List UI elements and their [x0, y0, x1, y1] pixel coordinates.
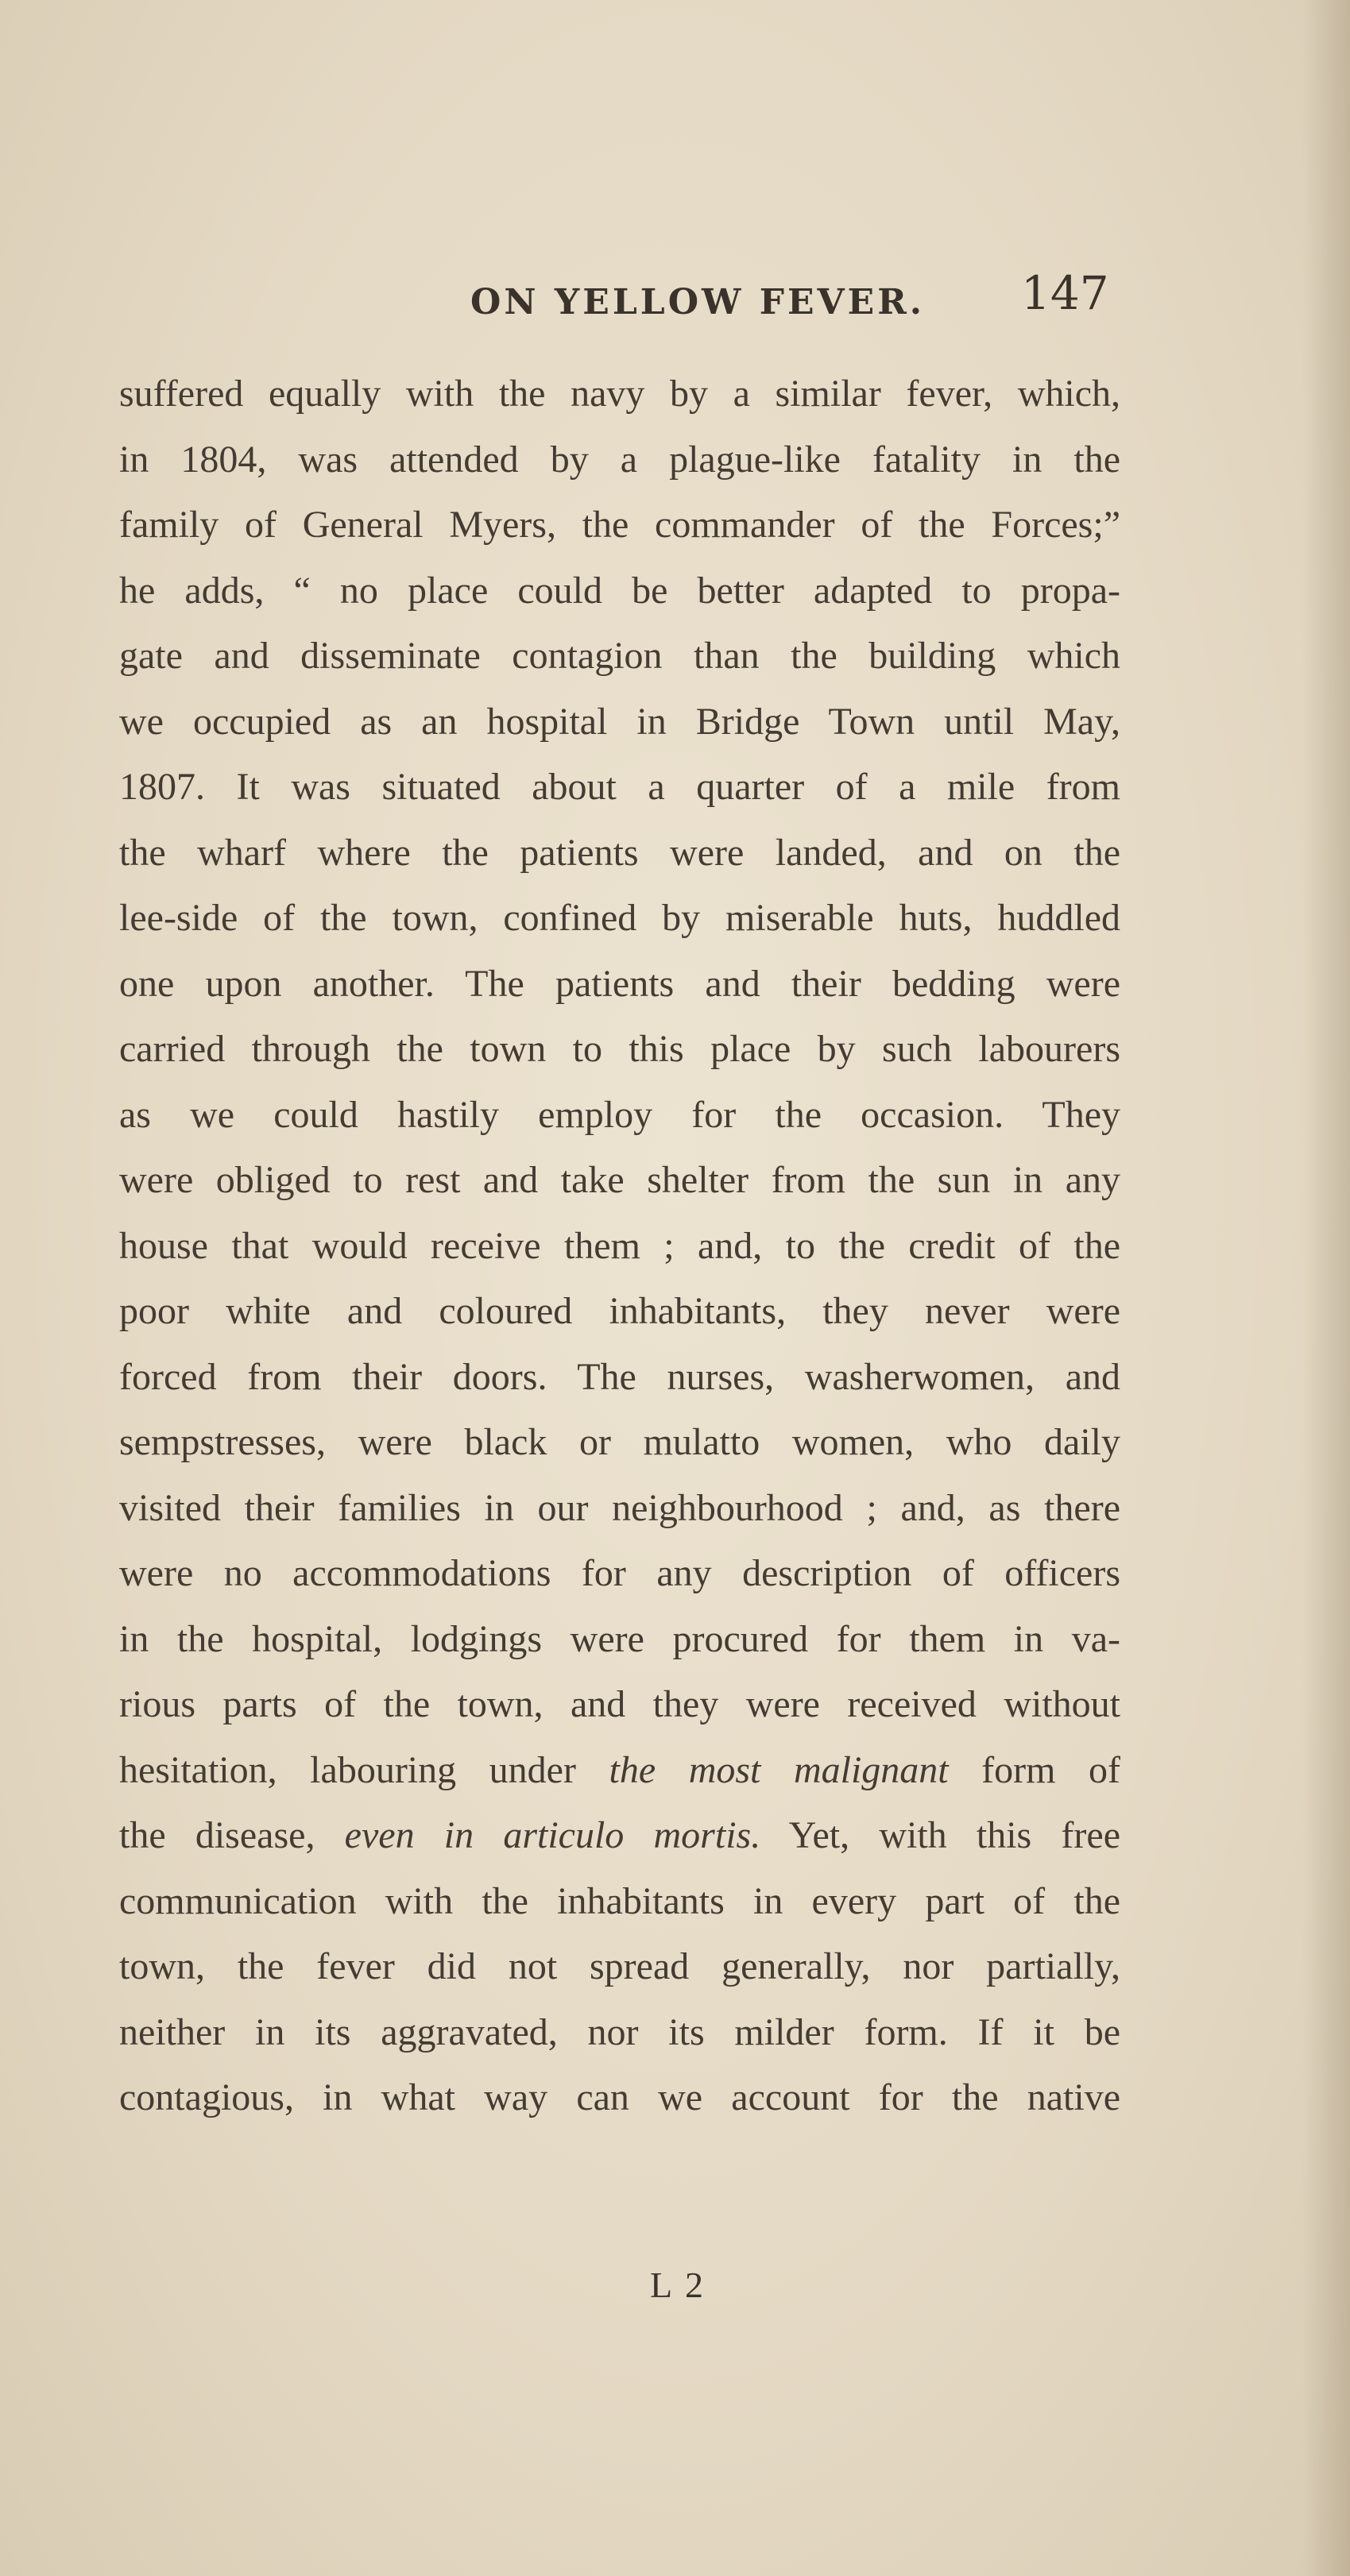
text-line [119, 1476, 1120, 1542]
text-line [119, 1083, 1120, 1149]
italic-text: even in articulo mortis. [344, 1814, 761, 1856]
line-text: rious parts of the town, and they were received without [119, 1683, 1120, 1725]
text-line [119, 1738, 1120, 1804]
text-line [119, 886, 1120, 952]
line-text: suffered equally with the navy by a similar fever, which, [119, 373, 1120, 415]
running-head: ON YELLOW FEVER. [470, 282, 926, 322]
line-text: hesitation, labouring under [119, 1748, 609, 1791]
text-line [119, 2065, 1120, 2131]
line-text: carried through the town to this place by such labourers [119, 1028, 1120, 1070]
text-line [119, 1017, 1120, 1083]
line-text: as we could hastily employ for the occasion. They [119, 1093, 1120, 1136]
text-line [119, 755, 1120, 821]
line-text: Yet, with this free [760, 1814, 1120, 1856]
text-line [119, 624, 1120, 689]
line-text: neither in its aggravated, nor its milder form. If it be [119, 2010, 1120, 2053]
line-text: communication with the inhabitants in every part of the [119, 1879, 1120, 1922]
line-text: sempstresses, were black or mulatto women, who daily [119, 1421, 1120, 1463]
line-text: family of General Myers, the commander of the Forces;” [119, 504, 1120, 546]
line-text: form of [948, 1748, 1121, 1791]
line-text: we occupied as an hospital in Bridge Town until May, [119, 700, 1120, 743]
line-text: 1807. It was situated about a quarter of a mile from [119, 766, 1120, 808]
text-line [119, 952, 1120, 1018]
signature-number: 2 [685, 2265, 709, 2305]
line-text: were no accommodations for any description of officers [119, 1552, 1120, 1594]
line-text: gate and disseminate contagion than the building which [119, 635, 1120, 677]
page-number: 147 [1021, 266, 1109, 320]
line-text: contagious, in what way can we account for the native [119, 2076, 1120, 2118]
body-text [119, 361, 1120, 2131]
line-text: in 1804, was attended by a plague-like fatality in the [119, 438, 1120, 481]
text-line [119, 1803, 1120, 1869]
line-text: poor white and coloured inhabitants, they never were [119, 1290, 1120, 1332]
text-line [119, 1934, 1120, 2000]
line-text: lee-side of the town, confined by miserable huts, huddled [119, 897, 1120, 939]
text-line [119, 361, 1120, 427]
text-line [119, 689, 1120, 755]
line-text: one upon another. The patients and their bedding were [119, 962, 1120, 1005]
text-line [119, 427, 1120, 493]
line-text: forced from their doors. The nurses, washerwomen, and [119, 1355, 1120, 1398]
text-line [119, 821, 1120, 886]
line-text: town, the fever did not spread generally, nor partially, [119, 1945, 1120, 1987]
text-line [119, 1148, 1120, 1214]
line-text: in the hospital, lodgings were procured for them in va- [119, 1617, 1120, 1660]
line-text: were obliged to rest and take shelter from the sun in any [119, 1159, 1120, 1201]
line-text: visited their families in our neighbourhood ; and, as there [119, 1486, 1120, 1529]
text-line [119, 1345, 1120, 1411]
text-line [119, 1214, 1120, 1280]
text-line [119, 2000, 1120, 2066]
page-gutter-shadow [1302, 0, 1350, 2576]
text-line [119, 492, 1120, 558]
signature-letter: L [649, 2265, 678, 2305]
text-line [119, 1410, 1120, 1476]
italic-text: the most malignant [609, 1748, 949, 1791]
line-text: he adds, “ no place could be better adapted to propa- [119, 569, 1120, 612]
page-header [0, 266, 1350, 353]
text-line [119, 1541, 1120, 1607]
text-line [119, 1279, 1120, 1345]
text-line [119, 1869, 1120, 1935]
line-text: the wharf where the patients were landed, and on the [119, 831, 1120, 874]
line-text: house that would receive them ; and, to the credit of the [119, 1224, 1120, 1267]
text-line [119, 1672, 1120, 1738]
signature-mark [0, 2264, 1350, 2306]
text-line [119, 558, 1120, 624]
line-text: the disease, [119, 1814, 345, 1856]
text-line [119, 1607, 1120, 1673]
